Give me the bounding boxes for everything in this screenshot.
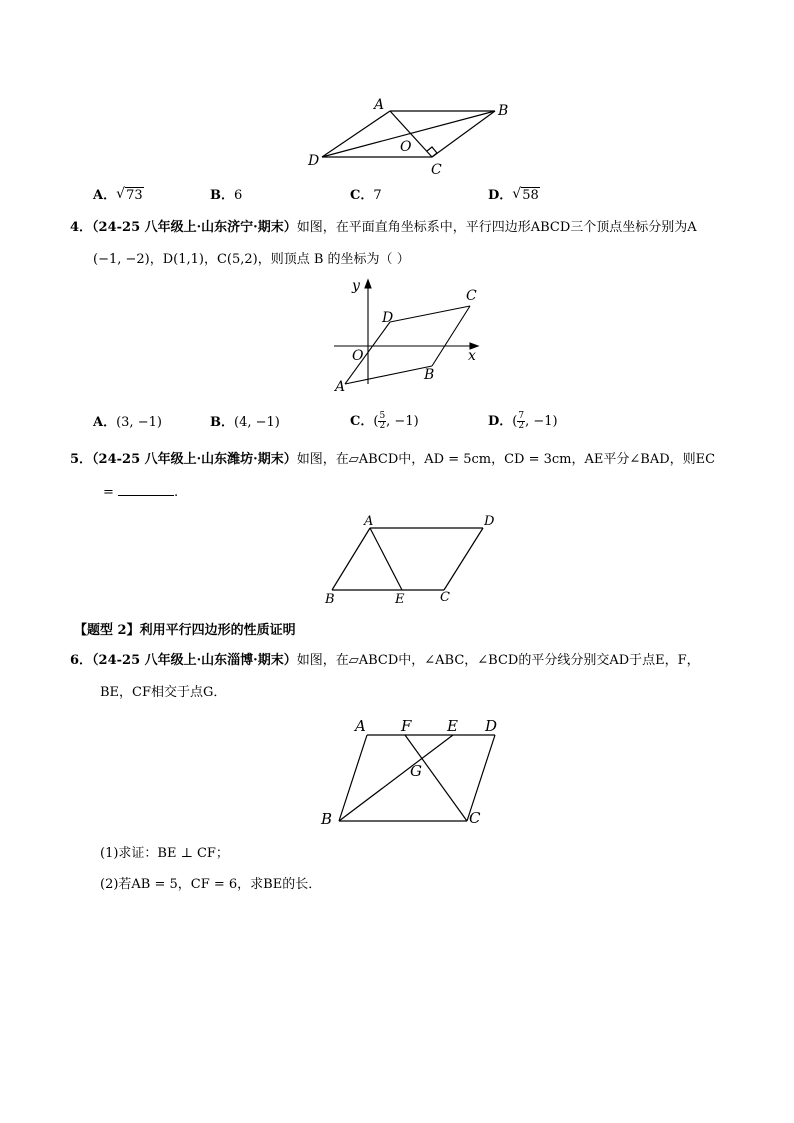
fig5-label-a: A [364,514,374,529]
q3-figure [300,95,520,185]
fig4-label-d: D [382,310,394,326]
q3-option-b[interactable]: B．6 [210,188,243,203]
fig5-label-e: E [395,592,405,606]
question-number: 5． [70,452,93,467]
q4-line2: (−1, −2)，D(1,1)，C(5,2)，则顶点 B 的坐标为（ ） [93,252,410,267]
option-letter: A． [93,415,117,430]
fig4-label-c: C [466,288,477,304]
fraction: $\frac{7}{2}$ [518,411,525,431]
option-letter: D． [488,188,513,203]
question-number: 6． [70,653,93,668]
q4-option-d[interactable]: D．( $\frac{7}{2}$ , −1) [488,411,558,431]
option-letter: A． [93,188,117,203]
fraction: $\frac{5}{2}$ [379,411,386,431]
question-source: （24-25 八年级上·山东潍坊·期末） [92,452,297,467]
q4-line1 [70,219,697,237]
fig4-label-x: x [468,348,476,364]
fig4-label-a: A [335,379,346,395]
question-text: 如图，在▱ABCD中，AD = 5cm，CD = 3cm，AE平分∠BAD，则EC [296,452,716,467]
q5-line1 [70,451,715,469]
answer-blank[interactable] [118,483,174,496]
fig4-label-b: B [424,367,435,383]
sqrt-expression: √ 58 [512,186,539,203]
fig6-label-d: D [485,717,498,735]
fig6-label-e: E [447,717,458,735]
question-source: （24-25 八年级上·山东济宁·期末） [92,220,297,235]
q4-option-c[interactable]: C．( $\frac{5}{2}$ , −1) [350,411,419,431]
fig4-label-o: O [352,348,364,364]
question-text: 如图，在平面直角坐标系中，平行四边形ABCD三个顶点坐标分别为A [296,220,697,235]
fig4-label-y: y [352,278,360,294]
question-text: 如图，在▱ABCD中，∠ABC，∠BCD的平分线分别交AD于点E，F， [296,653,700,668]
q6-figure [315,713,515,828]
fig5-label-d: D [484,514,495,529]
option-letter: B． [210,188,234,203]
option-letter: D． [488,414,513,429]
fig3-label-c: C [431,162,442,178]
option-letter: B． [210,415,234,430]
q4-option-a[interactable]: A．(3, −1) [93,415,162,430]
q3-option-d[interactable] [488,187,540,205]
section-heading: 【题型 2】利用平行四边形的性质证明 [74,623,296,638]
fig3-label-d: D [308,153,320,169]
q6-part1: (1)求证：BE ⊥ CF； [100,846,229,861]
q4-figure [330,276,490,401]
q3-option-c[interactable]: C．7 [350,188,382,203]
q3-option-a[interactable] [93,187,144,205]
fig3-label-b: B [498,103,509,119]
q6-line2: BE，CF相交于点G． [100,685,227,700]
q4-option-b[interactable]: B．(4, −1) [210,415,280,430]
q6-part2: (2)若AB = 5，CF = 6，求BE的长． [100,877,322,892]
fig6-label-g: G [410,762,422,780]
fig6-label-b: B [321,810,333,828]
option-letter: C． [350,414,374,429]
fig6-label-c: C [469,809,481,827]
question-source: （24-25 八年级上·山东淄博·期末） [92,653,297,668]
q5-line2: = . [103,485,179,500]
option-letter: C． [350,188,374,203]
fig5-label-c: C [440,590,450,605]
fig6-label-f: F [401,717,412,735]
sqrt-expression: √ 73 [116,186,143,203]
q5-figure [320,511,505,606]
question-number: 4． [70,220,93,235]
fig6-label-a: A [355,717,366,735]
fig3-label-a: A [374,97,385,113]
q6-line1 [70,652,700,670]
fig3-label-o: O [400,139,412,155]
fig5-label-b: B [325,592,335,606]
